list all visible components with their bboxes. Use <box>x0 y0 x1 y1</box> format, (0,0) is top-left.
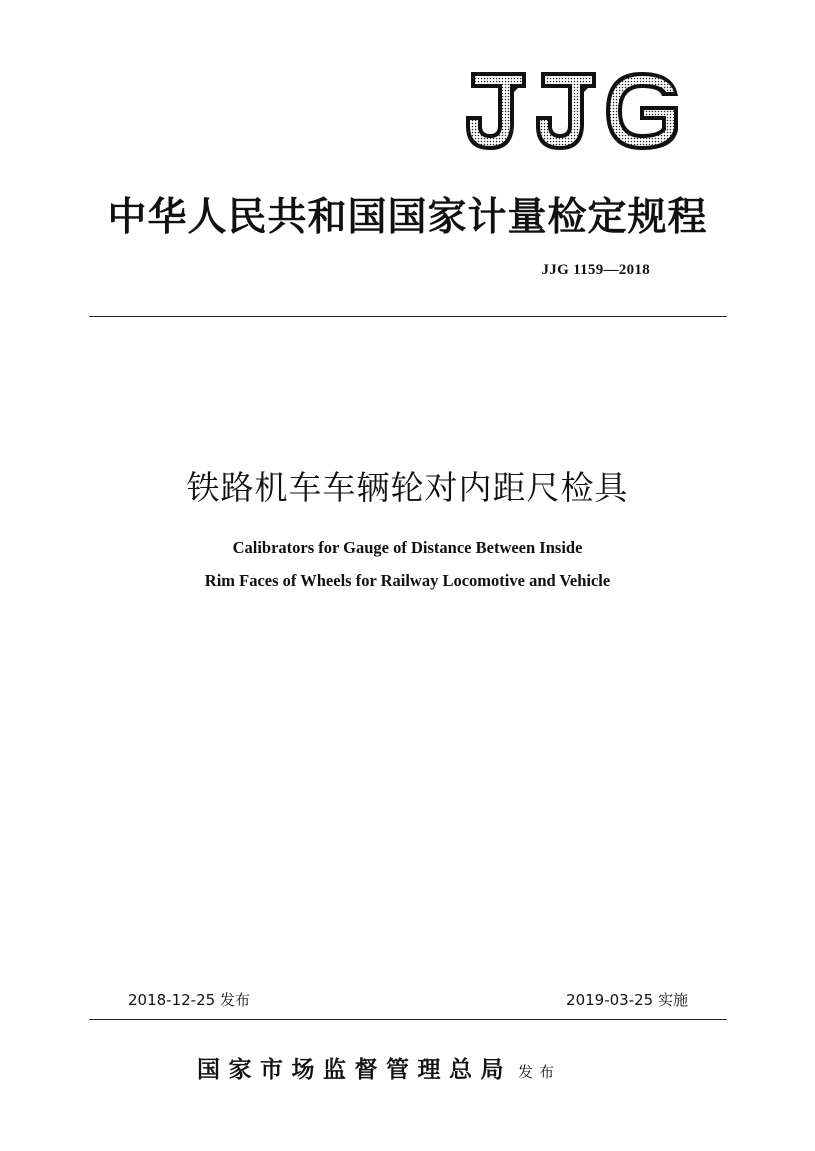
document-title-zh: 铁路机车车辆轮对内距尺检具 <box>186 468 629 507</box>
document-title-en-line-1: Calibrators for Gauge of Distance Between Inside <box>232 538 583 557</box>
logo-letter-j-1 <box>466 72 526 150</box>
document-code: JJG 1159—2018 <box>541 262 650 278</box>
jjg-logo <box>462 68 686 154</box>
logo-letter-j-2 <box>536 72 596 150</box>
publisher-line <box>197 1051 560 1084</box>
regulation-series-title: 中华人民共和国国家计量检定规程 <box>107 194 708 240</box>
document-title-en-line-2: Rim Faces of Wheels for Railway Locomotive and Vehicle <box>204 571 611 590</box>
publisher-name: 国家市场监督管理总局 <box>197 1056 512 1083</box>
issue-date: 2018-12-25 发布 <box>128 991 250 1009</box>
top-divider <box>89 316 727 317</box>
implementation-date: 2019-03-25 实施 <box>566 991 688 1009</box>
publisher-suffix: 发布 <box>518 1063 561 1081</box>
bottom-divider <box>89 1019 727 1020</box>
logo-letter-g <box>606 72 678 150</box>
